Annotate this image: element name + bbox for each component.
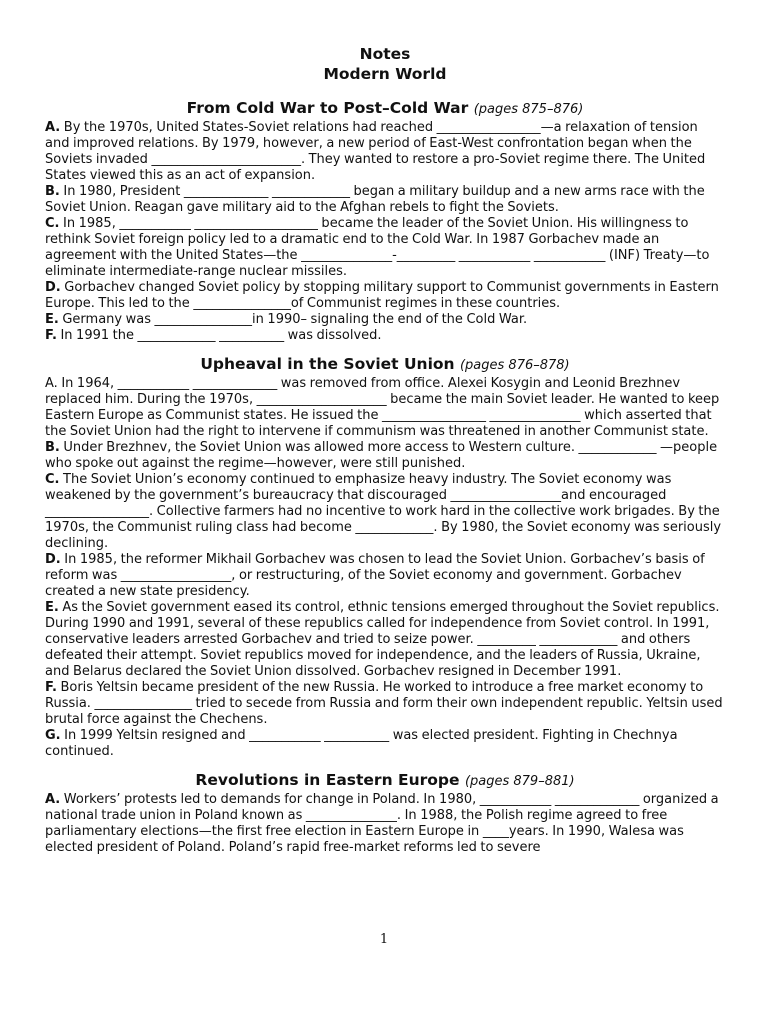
page-number: 1 — [379, 932, 389, 947]
paragraph — [45, 184, 725, 216]
paragraph-letter: F. — [45, 680, 57, 695]
paragraph — [45, 328, 725, 344]
paragraph-letter: D. — [45, 280, 61, 295]
section-pages: (pages 879–881) — [464, 774, 575, 789]
section-pages: (pages 876–878) — [459, 358, 570, 373]
paragraph-text: Workers’ protests led to demands for change in Poland. In 1980, ___________ _____________ organized a national trade union in Poland known as ______________. In 1988, the Polish regime agreed to free parliamentary elections—the first free election in Eastern Europe in ____years. In 1990, Walesa was elected president of Poland. Poland’s rapid free-market reforms led to severe — [45, 792, 719, 855]
paragraph-text: In 1999 Yeltsin resigned and ___________ __________ was elected president. Fighting in Chechnya continued. — [45, 728, 678, 759]
section-title: Revolutions in Eastern Europe — [195, 771, 460, 789]
paragraph — [45, 552, 725, 600]
paragraph-letter: A. — [45, 376, 58, 391]
paragraph — [45, 680, 725, 728]
paragraph-letter: E. — [45, 600, 59, 615]
paragraph-text: Germany was _______________in 1990– signaling the end of the Cold War. — [58, 312, 528, 327]
paragraph-text: The Soviet Union’s economy continued to emphasize heavy industry. The Soviet economy was weakened by the government’s bureaucracy that discouraged _________________and encouraged ________________. Collective farmers had no incentive to work hard in the collective work brigades. By the 1970s, the Communist ruling class had become ____________. By 1980, the Soviet economy was seriously declining. — [45, 472, 722, 551]
paragraph — [45, 216, 725, 280]
paragraph-letter: B. — [45, 184, 60, 199]
paragraph-letter: A. — [45, 120, 61, 135]
paragraph-letter: A. — [45, 792, 61, 807]
paragraph-text: In 1985, ___________ ___________________ became the leader of the Soviet Union. His willingness to rethink Soviet foreign policy led to a dramatic end to the Cold War. In 1987 Gorbachev made an agreement with the United States—the ______________-_________ ___________ ___________ (INF) Treaty—to eliminate intermediate-range nuclear missiles. — [45, 216, 710, 279]
paragraph-text: In 1991 the ____________ __________ was dissolved. — [56, 328, 382, 343]
section-cold-war — [45, 98, 725, 344]
section-title: From Cold War to Post–Cold War — [186, 99, 469, 117]
paragraph — [45, 472, 725, 552]
paragraph-text: Under Brezhnev, the Soviet Union was allowed more access to Western culture. ____________ —people who spoke out against the regime—however, were still punished. — [45, 440, 718, 471]
paragraph-text: By the 1970s, United States-Soviet relations had reached ________________—a relaxation of tension and improved relations. By 1979, however, a new period of East-West confrontation began when the Soviets invaded _______________________. They wanted to restore a pro-Soviet regime there. The United States viewed this as an act of expansion. — [45, 120, 706, 183]
paragraph-letter: B. — [45, 440, 60, 455]
paragraph-text: In 1980, President _____________ ____________ began a military buildup and a new arms race with the Soviet Union. Reagan gave military aid to the Afghan rebels to fight the Soviets. — [45, 184, 705, 215]
section-eastern-europe — [45, 770, 725, 856]
paragraph-letter: F. — [45, 328, 57, 343]
paragraph-text: As the Soviet government eased its control, ethnic tensions emerged throughout the Soviet republics. During 1990 and 1991, several of these republics called for independence from Soviet control. In 1991, conservative leaders arrested Gorbachev and tried to seize power. _________ ____________ and others defeated their attempt. Soviet republics moved for independence, and the leaders of Russia, Ukraine, and Belarus declared the Soviet Union dissolved. Gorbachev resigned in December 1991. — [45, 600, 720, 679]
paragraph — [45, 120, 725, 184]
section-title: Upheaval in the Soviet Union — [200, 355, 455, 373]
paragraph — [45, 600, 725, 680]
paragraph-letter: C. — [45, 472, 60, 487]
paragraph — [45, 792, 725, 856]
paragraph — [45, 440, 725, 472]
paragraph-letter: D. — [45, 552, 61, 567]
paragraph — [45, 376, 725, 440]
document-subtitle: Modern World — [323, 65, 447, 83]
section-heading — [45, 354, 725, 376]
section-heading — [45, 770, 725, 792]
paragraph-text: Boris Yeltsin became president of the new Russia. He worked to introduce a free market economy to Russia. _______________ tried to secede from Russia and form their own independent republic. Yeltsin used brutal force against the Chechens. — [45, 680, 723, 727]
paragraph-letter: G. — [45, 728, 61, 743]
paragraph-text: Gorbachev changed Soviet policy by stopping military support to Communist governments in Eastern Europe. This led to the _______________of Communist regimes in these countries. — [45, 280, 719, 311]
paragraph-letter: E. — [45, 312, 59, 327]
paragraph — [45, 312, 725, 328]
paragraph — [45, 728, 725, 760]
section-soviet-union — [45, 354, 725, 760]
paragraph-text: In 1985, the reformer Mikhail Gorbachev was chosen to lead the Soviet Union. Gorbachev’s basis of reform was _________________, or restructuring, of the Soviet economy and government. Gorbachev created a new state presidency. — [45, 552, 705, 599]
paragraph-text: In 1964, ___________ _____________ was removed from office. Alexei Kosygin and Leonid Brezhnev replaced him. During the 1970s, ____________________ became the main Soviet leader. He wanted to keep Eastern Europe as Communist states. He issued the ________________ ______________ which asserted that the Soviet Union had the right to intervene if communism was threatened in another Communist state. — [45, 376, 720, 439]
document-title: Notes — [359, 45, 411, 63]
paragraph — [45, 280, 725, 312]
paragraph-letter: C. — [45, 216, 60, 231]
document-page — [45, 44, 725, 856]
section-heading — [45, 98, 725, 120]
section-pages: (pages 875–876) — [473, 102, 584, 117]
